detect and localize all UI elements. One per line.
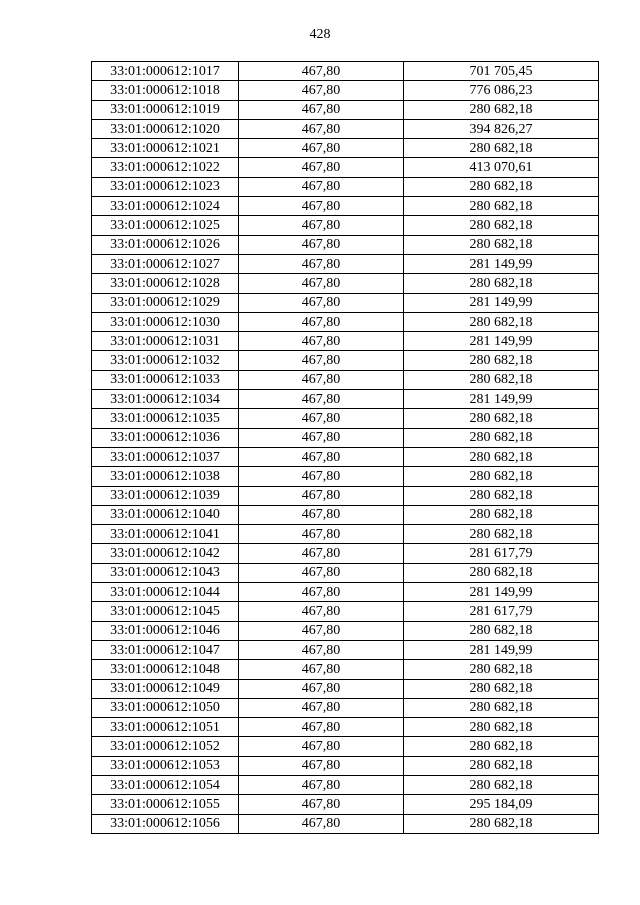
cadastral-number-cell: 33:01:000612:1041 <box>92 525 239 544</box>
area-cell: 467,80 <box>239 177 404 196</box>
table-row <box>92 235 599 254</box>
cadastral-value-cell: 280 682,18 <box>404 177 599 196</box>
cadastral-number-cell: 33:01:000612:1027 <box>92 254 239 273</box>
table-row <box>92 254 599 273</box>
cadastral-number-cell: 33:01:000612:1035 <box>92 409 239 428</box>
cadastral-number-cell: 33:01:000612:1045 <box>92 602 239 621</box>
cadastral-number-cell: 33:01:000612:1040 <box>92 505 239 524</box>
cadastral-number-cell: 33:01:000612:1047 <box>92 640 239 659</box>
cadastral-value-cell: 280 682,18 <box>404 621 599 640</box>
cadastral-number-cell: 33:01:000612:1031 <box>92 332 239 351</box>
cadastral-number-cell: 33:01:000612:1030 <box>92 312 239 331</box>
area-cell: 467,80 <box>239 583 404 602</box>
cadastral-number-cell: 33:01:000612:1025 <box>92 216 239 235</box>
table-row <box>92 447 599 466</box>
area-cell: 467,80 <box>239 505 404 524</box>
table-row <box>92 698 599 717</box>
cadastral-number-cell: 33:01:000612:1038 <box>92 467 239 486</box>
cadastral-value-cell: 280 682,18 <box>404 756 599 775</box>
table-row <box>92 428 599 447</box>
cadastral-value-cell: 280 682,18 <box>404 235 599 254</box>
cadastral-number-cell: 33:01:000612:1023 <box>92 177 239 196</box>
page-number: 428 <box>309 27 331 42</box>
table-row <box>92 756 599 775</box>
cadastral-number-cell: 33:01:000612:1037 <box>92 447 239 466</box>
cadastral-number-cell: 33:01:000612:1034 <box>92 390 239 409</box>
cadastral-number-cell: 33:01:000612:1056 <box>92 814 239 833</box>
area-cell: 467,80 <box>239 254 404 273</box>
area-cell: 467,80 <box>239 660 404 679</box>
cadastral-value-cell: 413 070,61 <box>404 158 599 177</box>
table-row <box>92 505 599 524</box>
cadastral-value-cell: 280 682,18 <box>404 679 599 698</box>
table-row <box>92 660 599 679</box>
cadastral-number-cell: 33:01:000612:1036 <box>92 428 239 447</box>
area-cell: 467,80 <box>239 640 404 659</box>
cadastral-value-cell: 280 682,18 <box>404 312 599 331</box>
cadastral-number-cell: 33:01:000612:1018 <box>92 81 239 100</box>
cadastral-value-cell: 281 149,99 <box>404 583 599 602</box>
cadastral-number-cell: 33:01:000612:1033 <box>92 370 239 389</box>
cadastral-value-cell: 280 682,18 <box>404 563 599 582</box>
area-cell: 467,80 <box>239 390 404 409</box>
area-cell: 467,80 <box>239 795 404 814</box>
cadastral-number-cell: 33:01:000612:1048 <box>92 660 239 679</box>
table-row <box>92 119 599 138</box>
table-row <box>92 563 599 582</box>
area-cell: 467,80 <box>239 486 404 505</box>
cadastral-number-cell: 33:01:000612:1021 <box>92 139 239 158</box>
area-cell: 467,80 <box>239 197 404 216</box>
cadastral-value-cell: 280 682,18 <box>404 139 599 158</box>
cadastral-value-cell: 280 682,18 <box>404 351 599 370</box>
area-cell: 467,80 <box>239 409 404 428</box>
area-cell: 467,80 <box>239 544 404 563</box>
cadastral-number-cell: 33:01:000612:1019 <box>92 100 239 119</box>
area-cell: 467,80 <box>239 139 404 158</box>
table-row <box>92 177 599 196</box>
cadastral-value-cell: 281 149,99 <box>404 332 599 351</box>
cadastral-number-cell: 33:01:000612:1054 <box>92 775 239 794</box>
table-row <box>92 158 599 177</box>
cadastral-number-cell: 33:01:000612:1026 <box>92 235 239 254</box>
area-cell: 467,80 <box>239 467 404 486</box>
table-row <box>92 216 599 235</box>
table-row <box>92 814 599 833</box>
area-cell: 467,80 <box>239 100 404 119</box>
cadastral-number-cell: 33:01:000612:1028 <box>92 274 239 293</box>
area-cell: 467,80 <box>239 332 404 351</box>
area-cell: 467,80 <box>239 563 404 582</box>
cadastral-value-cell: 280 682,18 <box>404 100 599 119</box>
area-cell: 467,80 <box>239 621 404 640</box>
table-row <box>92 544 599 563</box>
table-row <box>92 467 599 486</box>
area-cell: 467,80 <box>239 293 404 312</box>
table-row <box>92 602 599 621</box>
area-cell: 467,80 <box>239 428 404 447</box>
cadastral-number-cell: 33:01:000612:1053 <box>92 756 239 775</box>
cadastral-value-cell: 280 682,18 <box>404 737 599 756</box>
cadastral-number-cell: 33:01:000612:1055 <box>92 795 239 814</box>
cadastral-number-cell: 33:01:000612:1017 <box>92 62 239 81</box>
table-row <box>92 409 599 428</box>
cadastral-number-cell: 33:01:000612:1052 <box>92 737 239 756</box>
table-row <box>92 775 599 794</box>
table-row <box>92 525 599 544</box>
cadastral-number-cell: 33:01:000612:1050 <box>92 698 239 717</box>
cadastral-value-cell: 280 682,18 <box>404 505 599 524</box>
cadastral-value-cell: 280 682,18 <box>404 775 599 794</box>
cadastral-value-cell: 394 826,27 <box>404 119 599 138</box>
table-body <box>92 62 599 834</box>
table-row <box>92 679 599 698</box>
table-row <box>92 370 599 389</box>
area-cell: 467,80 <box>239 737 404 756</box>
cadastral-value-cell: 295 184,09 <box>404 795 599 814</box>
area-cell: 467,80 <box>239 216 404 235</box>
cadastral-number-cell: 33:01:000612:1046 <box>92 621 239 640</box>
cadastral-number-cell: 33:01:000612:1043 <box>92 563 239 582</box>
area-cell: 467,80 <box>239 756 404 775</box>
table-row <box>92 583 599 602</box>
cadastral-value-cell: 280 682,18 <box>404 409 599 428</box>
cadastral-value-cell: 280 682,18 <box>404 718 599 737</box>
cadastral-number-cell: 33:01:000612:1039 <box>92 486 239 505</box>
cadastral-value-cell: 280 682,18 <box>404 660 599 679</box>
cadastral-value-cell: 281 149,99 <box>404 254 599 273</box>
cadastral-value-cell: 280 682,18 <box>404 698 599 717</box>
table-row <box>92 795 599 814</box>
table-row <box>92 139 599 158</box>
cadastral-value-cell: 281 617,79 <box>404 544 599 563</box>
area-cell: 467,80 <box>239 351 404 370</box>
area-cell: 467,80 <box>239 119 404 138</box>
area-cell: 467,80 <box>239 718 404 737</box>
cadastral-value-cell: 701 705,45 <box>404 62 599 81</box>
table-row <box>92 62 599 81</box>
cadastral-value-cell: 776 086,23 <box>404 81 599 100</box>
area-cell: 467,80 <box>239 775 404 794</box>
cadastral-number-cell: 33:01:000612:1051 <box>92 718 239 737</box>
cadastral-number-cell: 33:01:000612:1042 <box>92 544 239 563</box>
table-row <box>92 332 599 351</box>
cadastral-value-cell: 281 149,99 <box>404 293 599 312</box>
cadastral-number-cell: 33:01:000612:1024 <box>92 197 239 216</box>
area-cell: 467,80 <box>239 370 404 389</box>
cadastral-number-cell: 33:01:000612:1044 <box>92 583 239 602</box>
table-row <box>92 718 599 737</box>
area-cell: 467,80 <box>239 235 404 254</box>
table-row <box>92 81 599 100</box>
cadastral-value-cell: 280 682,18 <box>404 447 599 466</box>
cadastral-value-cell: 280 682,18 <box>404 274 599 293</box>
area-cell: 467,80 <box>239 158 404 177</box>
cadastral-value-cell: 281 149,99 <box>404 390 599 409</box>
table-row <box>92 351 599 370</box>
cadastral-value-cell: 280 682,18 <box>404 814 599 833</box>
area-cell: 467,80 <box>239 62 404 81</box>
cadastral-value-cell: 280 682,18 <box>404 428 599 447</box>
cadastral-number-cell: 33:01:000612:1029 <box>92 293 239 312</box>
area-cell: 467,80 <box>239 679 404 698</box>
cadastral-value-cell: 280 682,18 <box>404 486 599 505</box>
area-cell: 467,80 <box>239 447 404 466</box>
table-row <box>92 312 599 331</box>
area-cell: 467,80 <box>239 602 404 621</box>
table-row <box>92 390 599 409</box>
area-cell: 467,80 <box>239 312 404 331</box>
table-row <box>92 274 599 293</box>
area-cell: 467,80 <box>239 698 404 717</box>
table-row <box>92 293 599 312</box>
area-cell: 467,80 <box>239 525 404 544</box>
area-cell: 467,80 <box>239 274 404 293</box>
cadastral-value-cell: 280 682,18 <box>404 467 599 486</box>
table-row <box>92 621 599 640</box>
cadastral-value-cell: 280 682,18 <box>404 370 599 389</box>
table-row <box>92 197 599 216</box>
cadastral-number-cell: 33:01:000612:1020 <box>92 119 239 138</box>
cadastral-value-table <box>91 61 599 834</box>
cadastral-value-cell: 280 682,18 <box>404 525 599 544</box>
table-row <box>92 737 599 756</box>
cadastral-value-cell: 280 682,18 <box>404 197 599 216</box>
cadastral-number-cell: 33:01:000612:1032 <box>92 351 239 370</box>
cadastral-value-cell: 281 149,99 <box>404 640 599 659</box>
table-row <box>92 100 599 119</box>
cadastral-value-cell: 281 617,79 <box>404 602 599 621</box>
table-row <box>92 640 599 659</box>
cadastral-number-cell: 33:01:000612:1022 <box>92 158 239 177</box>
cadastral-value-cell: 280 682,18 <box>404 216 599 235</box>
area-cell: 467,80 <box>239 814 404 833</box>
area-cell: 467,80 <box>239 81 404 100</box>
cadastral-number-cell: 33:01:000612:1049 <box>92 679 239 698</box>
table-row <box>92 486 599 505</box>
